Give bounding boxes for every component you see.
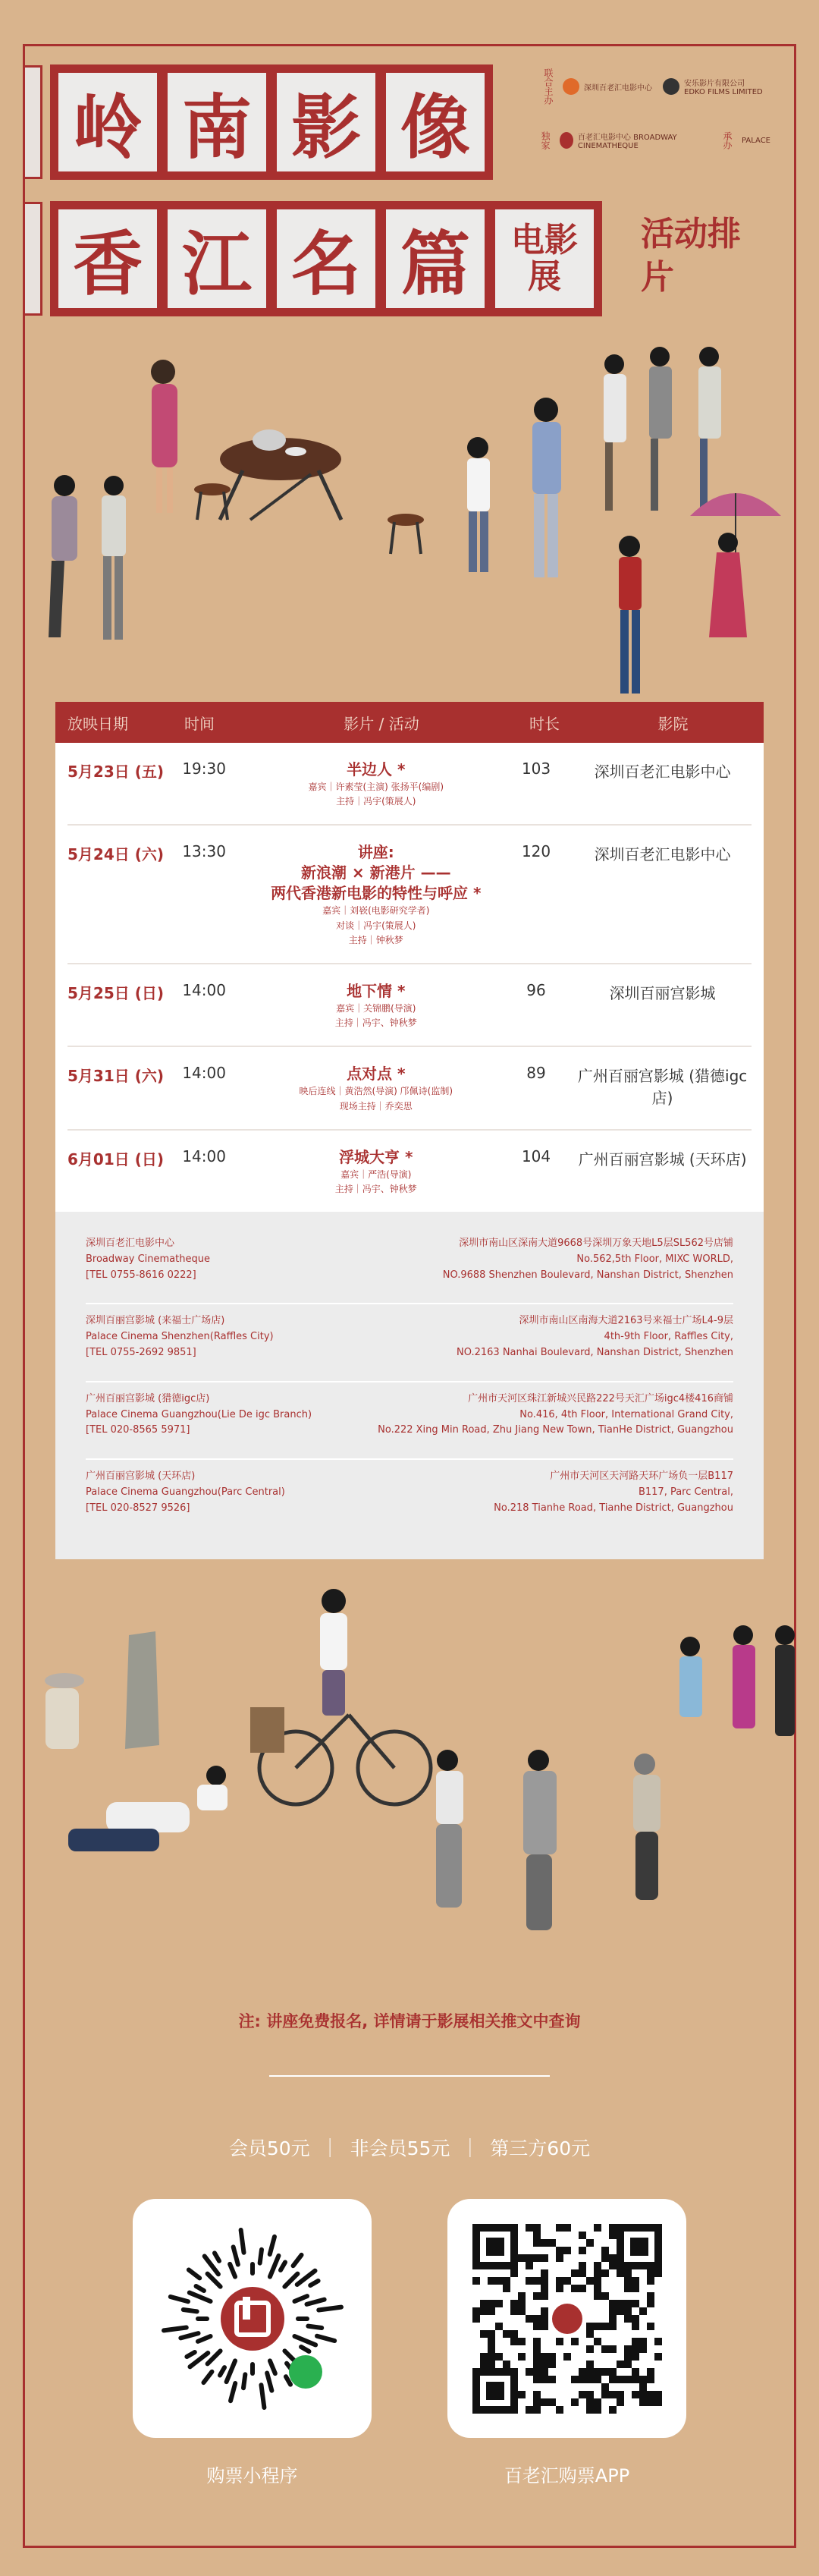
sponsor-logo: 安乐影片有限公司 EDKO FILMS LIMITED bbox=[663, 77, 763, 96]
qr-code-icon bbox=[472, 2224, 662, 2414]
schedule-table bbox=[55, 702, 764, 1559]
sponsor-logo: 深圳百老汇电影中心 bbox=[563, 78, 652, 95]
screening-date: 5月25日 (日) bbox=[67, 983, 164, 1002]
film-note: 嘉宾｜关锦鹏(导演) bbox=[336, 1002, 416, 1014]
screening-date: 6月01日 (日) bbox=[67, 1150, 164, 1168]
street-scene-illustration-bottom bbox=[23, 1578, 796, 1965]
venue-address-en: NO.2163 Nanhai Boulevard, Nanshan District, Shenzhen bbox=[457, 1347, 733, 1359]
title-char: 南 bbox=[165, 71, 268, 174]
venue-item bbox=[86, 1227, 733, 1304]
venue-item bbox=[86, 1304, 733, 1382]
title-char: 像 bbox=[384, 71, 487, 174]
title-char: 香 bbox=[56, 207, 159, 310]
venue-name-en: Palace Cinema Guangzhou(Lie De igc Branch) bbox=[86, 1408, 312, 1420]
venue-address-en: No.218 Tianhe Road, Tianhe District, Guangzhou bbox=[494, 1502, 733, 1514]
venue-address-en: No.416, 4th Floor, International Grand City, bbox=[519, 1408, 733, 1420]
venue-item bbox=[86, 1382, 733, 1460]
venue-tel: [TEL 020-8527 9526] bbox=[86, 1502, 190, 1514]
sponsor-logo: 百老汇电影中心 BROADWAY CINEMATHEQUE bbox=[560, 131, 710, 150]
schedule-row bbox=[67, 1131, 752, 1212]
film-title: 半边人 * bbox=[347, 760, 406, 778]
venue-name-en: Palace Cinema Guangzhou(Parc Central) bbox=[86, 1486, 285, 1499]
venue-address-en: NO.9688 Shenzhen Boulevard, Nanshan District, Shenzhen bbox=[442, 1269, 733, 1281]
schedule-header bbox=[55, 702, 764, 743]
app-qr-code[interactable] bbox=[447, 2199, 686, 2438]
film-note: 主持｜冯宇(策展人) bbox=[336, 796, 416, 807]
sponsor-logo: PALACE bbox=[742, 136, 770, 145]
sponsor-block bbox=[538, 68, 781, 176]
title-char: 岭 bbox=[56, 71, 159, 174]
venue-name-en: Palace Cinema Shenzhen(Raffles City) bbox=[86, 1331, 274, 1343]
sponsor-label: 独家 bbox=[540, 131, 551, 149]
film-cell bbox=[253, 842, 499, 948]
venue-address: 深圳市南山区深南大道9668号深圳万象天地L5层SL562号店铺 bbox=[459, 1238, 733, 1250]
screening-date: 5月24日 (六) bbox=[67, 845, 164, 864]
venue-name: 深圳百老汇电影中心 bbox=[86, 1238, 175, 1250]
screening-time: 13:30 bbox=[182, 842, 226, 861]
lecture-notice: 注: 讲座免费报名, 详情请于影展相关推文中查询 bbox=[238, 2012, 581, 2030]
film-festival-badge: 电影展 bbox=[493, 207, 596, 310]
cinema-name: 深圳百老汇电影中心 bbox=[594, 845, 731, 864]
film-note: 主持｜冯宇、钟秋梦 bbox=[334, 1018, 417, 1029]
film-title: 讲座: 新浪潮 × 新港片 —— 两代香港新电影的特性与呼应 * bbox=[271, 843, 482, 903]
venue-name: 深圳百丽宫影城 (来福士广场店) bbox=[86, 1315, 225, 1327]
cinema-name: 深圳百老汇电影中心 bbox=[594, 763, 731, 781]
film-title: 点对点 * bbox=[347, 1065, 406, 1084]
schedule-row bbox=[67, 964, 752, 1047]
film-note: 映后连线｜黄浩然(导演) 邝佩诗(监制) bbox=[299, 1086, 453, 1097]
header-duration: 时长 bbox=[529, 714, 560, 733]
film-note: 现场主持｜乔奕思 bbox=[339, 1100, 413, 1112]
venue-address: 广州市天河区珠江新城兴民路222号天汇广场igc4楼416商铺 bbox=[468, 1392, 733, 1404]
venue-name: 广州百丽宫影城 (天环店) bbox=[86, 1470, 196, 1483]
header-film: 影片 / 活动 bbox=[344, 714, 419, 733]
schedule-row bbox=[67, 743, 752, 826]
screening-date: 5月23日 (五) bbox=[67, 763, 164, 781]
film-duration: 104 bbox=[521, 1146, 551, 1165]
film-note: 嘉宾｜刘嵚(电影研究学者) bbox=[322, 905, 430, 917]
cinema-name: 广州百丽宫影城 (天环店) bbox=[578, 1150, 747, 1168]
venue-name: 广州百丽宫影城 (猎德igc店) bbox=[86, 1392, 210, 1404]
street-scene-illustration-top bbox=[23, 334, 796, 698]
sponsor-label: 联合主办 bbox=[543, 68, 554, 105]
screening-time: 14:00 bbox=[182, 980, 226, 999]
cinema-name: 深圳百丽宫影城 bbox=[609, 983, 716, 1002]
venue-address-en: No.222 Xing Min Road, Zhu Jiang New Town, TianHe District, Guangzhou bbox=[378, 1424, 733, 1436]
film-note: 主持｜冯宇、钟秋梦 bbox=[334, 1183, 417, 1194]
screening-time: 14:00 bbox=[182, 1064, 226, 1083]
film-duration: 103 bbox=[521, 760, 551, 778]
schedule-rows bbox=[55, 743, 764, 1212]
film-duration: 96 bbox=[526, 980, 546, 999]
schedule-row bbox=[67, 1047, 752, 1130]
venue-name-en: Broadway Cinematheque bbox=[86, 1253, 210, 1265]
title-row-1 bbox=[23, 64, 493, 180]
ticket-prices: 会员50元 ｜ 非会员55元 ｜ 第三方60元 bbox=[228, 2137, 591, 2159]
mini-program-label: 购票小程序 bbox=[206, 2465, 298, 2486]
sponsor-logo-icon bbox=[563, 78, 579, 95]
film-note: 主持｜钟秋梦 bbox=[348, 934, 403, 945]
sponsor-logo-icon bbox=[560, 132, 573, 149]
film-duration: 120 bbox=[521, 842, 551, 861]
film-note: 嘉宾｜许素莹(主演) 张扬平(编剧) bbox=[308, 782, 444, 792]
app-label: 百老汇购票APP bbox=[504, 2465, 630, 2486]
film-note: 嘉宾｜严浩(导演) bbox=[340, 1168, 412, 1180]
title-char: 名 bbox=[275, 207, 378, 310]
film-cell bbox=[253, 760, 499, 809]
activity-schedule-heading: 活动排片 bbox=[641, 215, 741, 297]
film-cell bbox=[253, 981, 499, 1030]
title-char: 江 bbox=[165, 207, 268, 310]
venue-tel: [TEL 0755-2692 9851] bbox=[86, 1347, 196, 1359]
header-cinema: 影院 bbox=[657, 714, 689, 733]
schedule-row bbox=[67, 826, 752, 964]
film-note: 对谈｜冯宇(策展人) bbox=[336, 920, 416, 931]
venue-list bbox=[55, 1212, 764, 1559]
venue-address-en: No.562,5th Floor, MIXC WORLD, bbox=[576, 1253, 733, 1265]
film-cell bbox=[253, 1147, 499, 1197]
divider bbox=[269, 2075, 550, 2077]
film-title: 浮城大亨 * bbox=[339, 1147, 413, 1166]
venue-address: 深圳市南山区南海大道2163号来福士广场L4-9层 bbox=[519, 1315, 733, 1327]
screening-date: 5月31日 (六) bbox=[67, 1067, 164, 1086]
book-spine bbox=[23, 202, 42, 316]
venue-tel: [TEL 020-8565 5971] bbox=[86, 1424, 190, 1436]
cinema-name: 广州百丽宫影城 (猎德igc店) bbox=[577, 1067, 748, 1108]
venue-item bbox=[86, 1460, 733, 1536]
mini-program-code-icon bbox=[158, 2224, 347, 2414]
sponsor-label: 承办 bbox=[722, 131, 733, 149]
sponsor-logo-icon bbox=[663, 78, 679, 95]
title-row-2 bbox=[23, 201, 602, 316]
screening-time: 19:30 bbox=[182, 760, 226, 778]
header-time: 时间 bbox=[184, 714, 215, 733]
mini-program-qr-code[interactable] bbox=[133, 2199, 372, 2438]
header-date: 放映日期 bbox=[67, 714, 128, 733]
film-cell bbox=[253, 1064, 499, 1113]
venue-address: 广州市天河区天河路天环广场负一层B117 bbox=[550, 1470, 733, 1483]
venue-address-en: B117, Parc Central, bbox=[638, 1486, 733, 1499]
title-char: 篇 bbox=[384, 207, 487, 310]
film-duration: 89 bbox=[526, 1064, 546, 1083]
screening-time: 14:00 bbox=[182, 1146, 226, 1165]
venue-tel: [TEL 0755-8616 0222] bbox=[86, 1269, 196, 1281]
film-title: 地下情 * bbox=[347, 981, 406, 1000]
title-char: 影 bbox=[275, 71, 378, 174]
book-spine bbox=[23, 65, 42, 179]
venue-address-en: 4th-9th Floor, Raffles City, bbox=[604, 1331, 733, 1343]
